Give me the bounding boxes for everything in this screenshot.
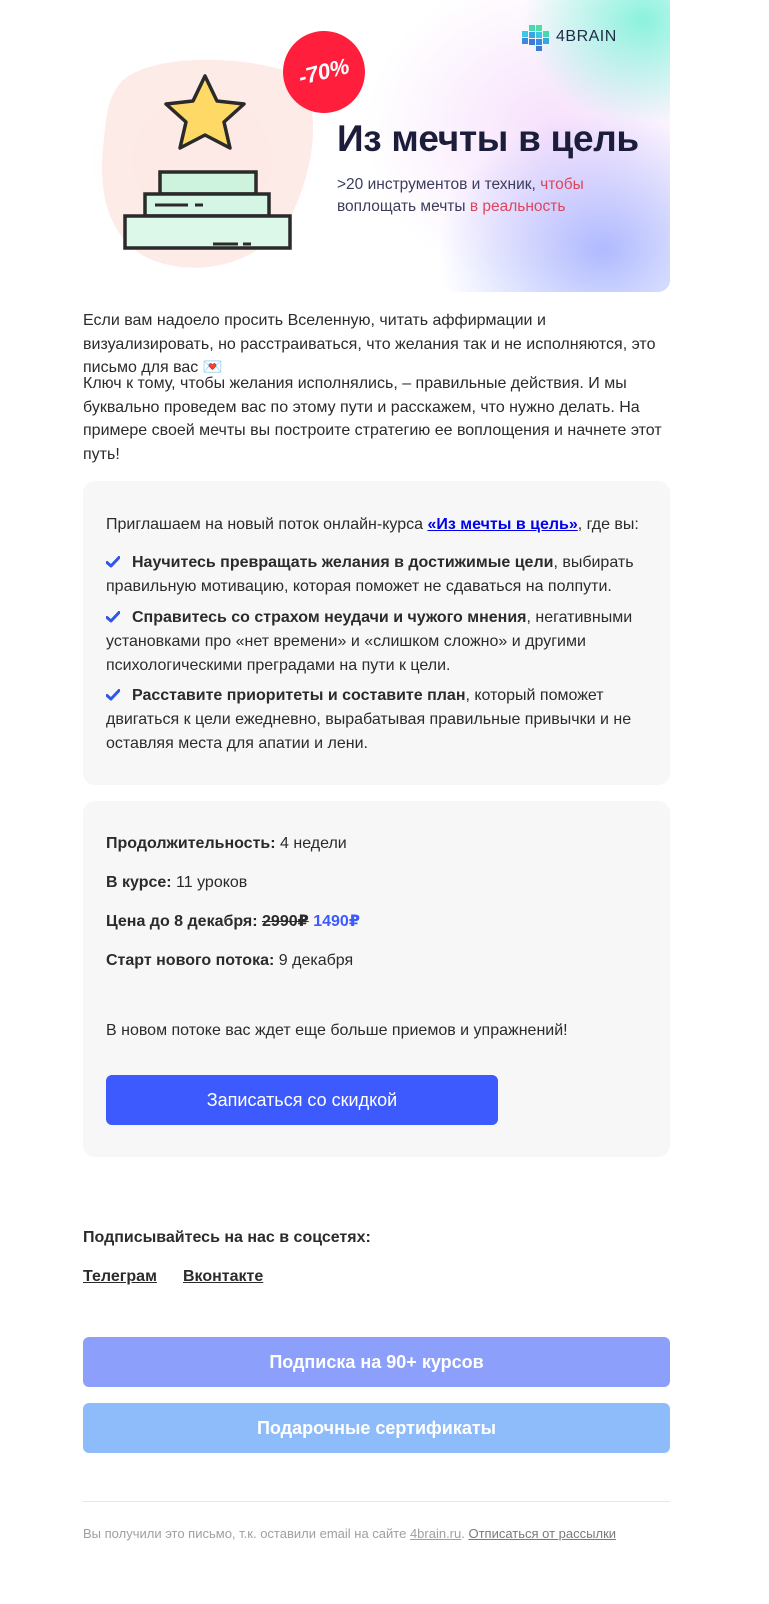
course-link[interactable]: «Из мечты в цель» [427,516,578,533]
logo-digit: 4 [556,28,566,45]
duration-value: 4 недели [275,835,347,852]
duration-label: Продолжительность: [106,835,276,852]
subscription-button[interactable]: Подписка на 90+ курсов [83,1337,670,1387]
brand-logo[interactable] [520,22,617,52]
new-price: 1490₽ [313,913,360,930]
invite-lead [106,513,646,537]
details-note: В новом потоке вас ждет еще больше приемов и упражнений! [106,1022,568,1039]
footer-separator: . [461,1526,469,1541]
benefit-text: , негативными установками про «нет времени» и «слишком сложно» и другими психологическими преградами на пути к цели. [106,609,633,674]
banner-subtitle-part2: воплощать мечты [337,198,466,215]
banner-subtitle-accent2: в реальность [469,198,566,215]
social-title: Подписывайтесь на нас в соцсетях: [83,1229,371,1246]
lessons-value: 11 уроков [171,874,248,891]
benefit-bold: Расставите приоритеты и составите план [132,687,466,704]
benefit-item [106,684,646,756]
banner-subtitle [337,174,637,218]
course-benefits-card [83,481,670,785]
price-row [106,911,360,933]
unsubscribe-link[interactable]: Отписаться от рассылки [468,1526,617,1541]
hero-banner [83,0,670,292]
benefit-item [106,551,646,599]
course-details-card [83,801,670,1157]
vk-link[interactable]: Вконтакте [183,1268,264,1285]
duration-row [106,833,347,855]
intro-paragraph-1: Если вам надоело просить Вселенную, читать аффирмации и визуализировать, но расстраиваться, что желания так и не исполняются, это письмо для вас 💌 [83,312,656,376]
benefit-text: , который поможет двигаться к цели ежедневно, вырабатывая правильные привычки и не оставляя места для апатии и лени. [106,687,632,752]
lessons-row [106,872,247,894]
banner-title: Из мечты в цель [337,118,639,159]
benefit-bold: Научитесь превращать желания в достижимые цели [132,554,554,571]
brain-logo-icon [520,22,552,52]
discount-text: -70% [295,53,352,90]
logo-text [556,28,617,46]
banner-subtitle-part1: >20 инструментов и техник, [337,176,536,193]
logo-word: BRAIN [565,28,617,45]
price-label: Цена до 8 декабря: [106,913,258,930]
intro-paragraph-2: Ключ к тому, чтобы желания исполнялись, – правильные действия. И мы буквально проведем вас по этому пути и расскажем, что нужно делать. На примере своей мечты вы построите стратегию ее воплощения и начнете этот путь! [83,375,662,463]
check-icon [106,689,120,701]
footer-notice: Вы получили это письмо, т.к. оставили email на сайте [83,1526,410,1541]
start-row [106,950,353,972]
footer-divider [83,1501,670,1502]
site-link[interactable]: 4brain.ru [409,1526,462,1541]
old-price: 2990₽ [262,913,309,930]
benefit-bold: Справитесь со страхом неудачи и чужого мнения [132,609,527,626]
check-icon [106,611,120,623]
enroll-discount-button[interactable]: Записаться со скидкой [106,1075,498,1125]
benefit-text: , выбирать правильную мотивацию, которая поможет не сдаваться на полпути. [106,554,634,595]
start-value: 9 декабря [274,952,354,969]
start-label: Старт нового потока: [106,952,275,969]
lessons-label: В курсе: [106,874,172,891]
benefit-item [106,606,646,678]
footer-text [83,1526,670,1541]
invite-lead-after: , где вы: [577,516,639,533]
invite-lead-text: Приглашаем на новый поток онлайн-курса [106,516,428,533]
gift-certificates-button[interactable]: Подарочные сертификаты [83,1403,670,1453]
telegram-link[interactable]: Телеграм [83,1268,157,1285]
check-icon [106,556,120,568]
banner-subtitle-accent1: чтобы [540,176,584,193]
